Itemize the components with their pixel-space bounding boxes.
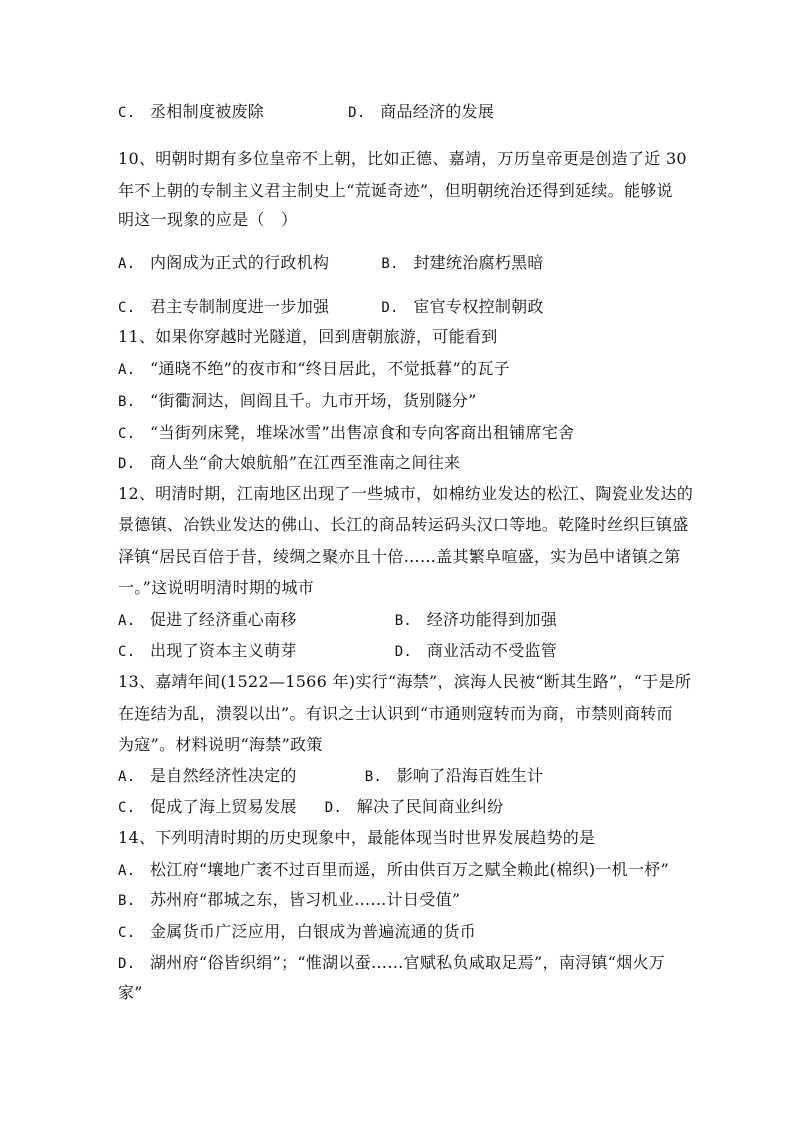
option-text: 封建统治腐朽黑暗 (413, 253, 544, 272)
option-text: 促进了经济重心南移 (150, 610, 297, 629)
q13-options-row-ab (118, 766, 543, 787)
option-text: 湖州府“俗皆织绢”；“惟湖以蚕……官赋私负咸取足焉”，南浔镇“烟火万 (150, 953, 666, 972)
q10-stem-line: 明这一现象的应是（ ） (118, 210, 298, 229)
option-text: 解决了民间商业纠纷 (356, 797, 504, 816)
option-text: “当街列床凳，堆垛冰雪”出售凉食和专向客商出租铺席宅舍 (150, 423, 575, 442)
q12-options-row-cd (118, 641, 557, 662)
q14-option-d (118, 953, 665, 974)
q10-stem-line: 10、明朝时期有多位皇帝不上朝，比如正德、嘉靖，万历皇帝更是创造了近 30 (118, 149, 687, 168)
option-letter: A. (118, 362, 136, 378)
q14-option-b (118, 890, 460, 911)
option-text: 影响了沿海百姓生计 (396, 766, 544, 785)
q11-option-c (118, 423, 574, 444)
option-text: 金属货币广泛应用，白银成为普遍流通的货币 (150, 922, 477, 941)
option-letter: C. (118, 300, 136, 316)
option-text: 是自然经济性决定的 (150, 766, 297, 785)
option-letter: B. (364, 769, 383, 785)
option-text: 君主专制制度进一步加强 (150, 297, 330, 316)
option-letter: D. (348, 105, 366, 121)
option-letter: C. (118, 105, 136, 121)
option-letter: B. (118, 893, 136, 909)
option-letter: B. (381, 256, 399, 272)
option-text: 内阁成为正式的行政机构 (150, 253, 330, 272)
q9-options-row-cd (118, 102, 494, 123)
q14-option-d-continuation: 家” (118, 983, 143, 1002)
option-letter: B. (394, 613, 413, 629)
option-letter: A. (118, 863, 136, 879)
q14-option-c (118, 922, 476, 943)
option-letter: A. (118, 256, 136, 272)
q11-option-d (118, 453, 460, 474)
q11-stem-line: 11、如果你穿越时光隧道，回到唐朝旅游，可能看到 (118, 327, 498, 346)
q13-stem-line: 13、嘉靖年间(1522—1566 年)实行“海禁”，滨海人民被“断其生路”，“于是所 (118, 672, 692, 691)
option-letter: C. (118, 800, 136, 816)
q13-stem-line: 为寇”。材料说明“海禁”政策 (118, 735, 323, 754)
option-letter: D. (118, 456, 136, 472)
q11-option-b (118, 391, 477, 412)
option-letter: A. (118, 613, 136, 629)
option-letter: D. (381, 300, 399, 316)
option-text: 松江府“壤地广袤不过百里而遥，所由供百万之赋全赖此(棉织)一机一杼” (150, 860, 670, 879)
q14-option-a (118, 860, 669, 881)
option-letter: B. (118, 394, 136, 410)
q12-stem-line: 12、明清时期，江南地区出现了一些城市，如棉纺业发达的松江、陶瓷业发达的 (118, 484, 694, 503)
q11-option-a (118, 359, 510, 380)
q10-stem-line: 年不上朝的专制主义君主制史上“荒诞奇迹”，但明朝统治还得到延续。能够说 (118, 181, 673, 200)
q13-options-row-cd (118, 797, 503, 818)
q10-options-row-ab (118, 253, 544, 274)
option-letter: C. (118, 925, 136, 941)
q14-stem-line: 14、下列明清时期的历史现象中，最能体现当时世界发展趋势的是 (118, 828, 596, 847)
option-text: 商品经济的发展 (380, 102, 495, 121)
q10-options-row-cd (118, 297, 544, 318)
option-text: 丞相制度被废除 (150, 102, 265, 121)
q12-stem-line: 泽镇“居民百倍于昔，绫绸之聚亦且十倍……盖其繁阜喧盛，实为邑中诸镇之第 (118, 547, 681, 566)
option-letter: C. (118, 644, 136, 660)
option-letter: D. (324, 800, 343, 816)
q12-options-row-ab (118, 610, 557, 631)
option-letter: A. (118, 769, 136, 785)
option-letter: D. (118, 956, 136, 972)
option-text: “通晓不绝”的夜市和“终日居此，不觉抵暮”的瓦子 (150, 359, 510, 378)
option-text: 宦官专权控制朝政 (413, 297, 544, 316)
option-text: 苏州府“郡城之东，皆习机业……计日受值” (150, 890, 461, 909)
option-text: 商业活动不受监管 (426, 641, 558, 660)
option-text: 商人坐“俞大娘航船”在江西至淮南之间往来 (150, 453, 461, 472)
q12-stem-line: 景德镇、冶铁业发达的佛山、长江的商品转运码头汉口等地。乾隆时丝织巨镇盛 (118, 515, 689, 534)
option-text: “街衢洞达，闾阎且千。九市开场，货别隧分” (150, 391, 477, 410)
option-letter: D. (394, 644, 413, 660)
option-text: 经济功能得到加强 (426, 610, 558, 629)
option-letter: C. (118, 426, 136, 442)
q13-stem-line: 在连结为乱，溃裂以出”。有识之士认识到“市通则寇转而为商，市禁则商转而 (118, 704, 673, 723)
option-text: 出现了资本主义萌芽 (150, 641, 297, 660)
option-text: 促成了海上贸易发展 (150, 797, 297, 816)
q12-stem-line: 一。”这说明明清时期的城市 (118, 578, 315, 597)
